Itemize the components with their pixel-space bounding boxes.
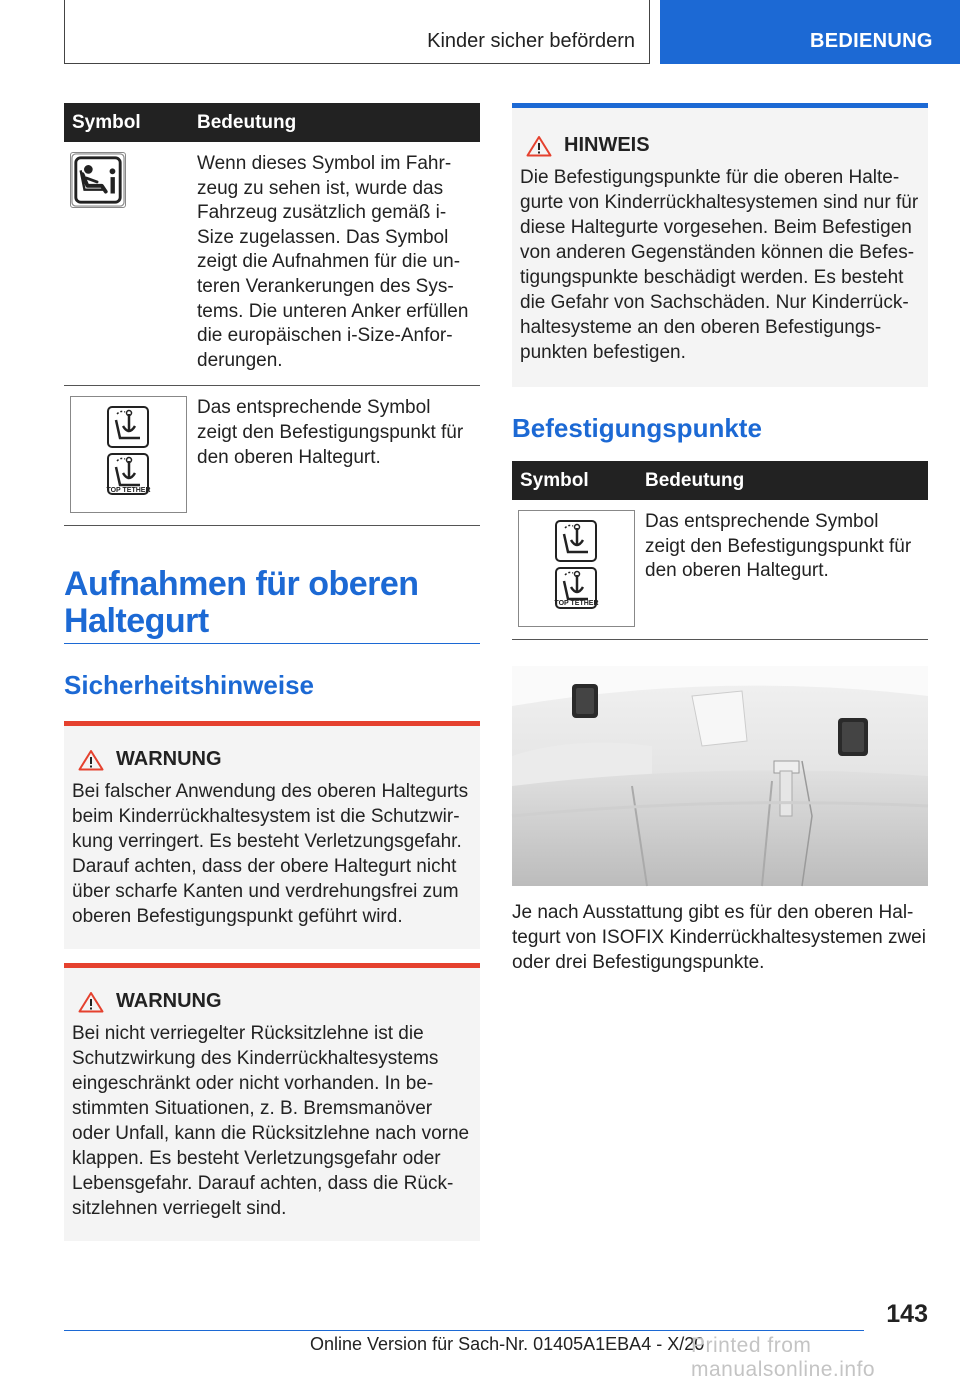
warning-triangle-icon xyxy=(78,749,104,771)
subsection-heading: Befestigungspunkte xyxy=(512,413,762,443)
top-tether-label: TOP TETHER xyxy=(106,486,151,494)
isize-child-seat-icon xyxy=(70,152,126,208)
warning-title: WARNUNG xyxy=(116,990,222,1013)
top-tether-icon xyxy=(518,510,635,627)
warning-text: Bei falscher Anwendung des oberen Haltegurts beim Kinderrückhaltesystem ist die Schutzwirkung verringert. Es besteht Verletzungsgefahr. Darauf achten, dass der obere Haltegurt nicht über scharfe Kanten und verdrehungsfrei zum oberen Befestigungspunkt geführt wird. xyxy=(72,781,469,928)
top-tether-label: TOP TETHER xyxy=(554,600,599,608)
anchor-seat-icon xyxy=(107,406,149,448)
footer-online-version: Online Version für Sach-Nr. 01405A1EBA4 - X/20 xyxy=(310,1334,705,1354)
warning-title: WARNUNG xyxy=(116,748,222,771)
note-title: HINWEIS xyxy=(564,134,650,156)
section-heading: Aufnahmen für oberen Haltegurt xyxy=(64,566,480,644)
row-meaning: Das entsprechende Symbol zeigt den Befestigungspunkt für den oberen Haltegurt. xyxy=(636,500,928,640)
warning-box xyxy=(64,721,480,949)
subsection-heading: Sicherheitshinweise xyxy=(64,670,314,701)
watermark: Printed from manualsonline.info xyxy=(691,1334,876,1381)
photo-caption: Je nach Ausstattung gibt es für den oberen Haltegurt von ISOFIX Kinderrückhaltesystemen zwei oder drei Befestigungspunkte. xyxy=(512,902,926,973)
header-chapter: Kinder sicher befördern xyxy=(427,30,635,52)
table-header-symbol: Symbol xyxy=(64,103,188,142)
left-column xyxy=(64,103,480,1241)
right-column xyxy=(512,103,928,975)
table-header-symbol: Symbol xyxy=(512,461,636,500)
warning-triangle-icon xyxy=(526,135,552,157)
top-tether-icon xyxy=(70,396,187,513)
table-header-meaning: Bedeutung xyxy=(636,461,928,500)
header-section: BEDIENUNG xyxy=(810,30,933,52)
header-chapter-box xyxy=(64,0,650,64)
warning-text: Bei nicht verriegelter Rücksitzlehne ist die Schutzwirkung des Kinderrückhaltesystems eingeschränkt oder nicht vorhanden. In bestimmten Situationen, z. B. Bremsmanöver oder Unfall, kann die Rücksitzlehne nach vorne klappen. Es besteht Verletzungsgefahr oder Lebensgefahr. Darauf achten, dass die Rücksitzlehnen verriegelt sind. xyxy=(72,1023,470,1220)
row-meaning: Das entsprechende Symbol zeigt den Befestigungspunkt für den oberen Haltegurt. xyxy=(188,386,480,526)
table-row xyxy=(64,142,480,386)
header-section-tab[interactable] xyxy=(660,0,960,64)
warning-triangle-icon xyxy=(78,991,104,1013)
symbol-table-2 xyxy=(512,461,928,640)
symbol-table-1 xyxy=(64,103,480,526)
footer-rule xyxy=(64,1330,864,1331)
table-header-meaning: Bedeutung xyxy=(188,103,480,142)
row-meaning: Wenn dieses Symbol im Fahrzeug zu sehen ist, wurde das Fahrzeug zusätzlich gemäß i-Size zugelassen. Das Symbol zeigt die Aufnahmen für die unteren Verankerungen des Systems. Die unteren Anker erfüllen die europäischen i-Size-Anforderungen. xyxy=(188,142,480,386)
table-row xyxy=(64,386,480,526)
warning-box xyxy=(64,963,480,1241)
page-number: 143 xyxy=(886,1300,928,1328)
anchor-seat-icon xyxy=(555,520,597,562)
table-row xyxy=(512,500,928,640)
note-text: Die Befestigungspunkte für die oberen Haltegurte von Kinderrückhaltesystemen sind nur für diese Haltegurte vorgesehen. Beim Befestigen von anderen Gegenständen können die Befestigungspunkte beschädigt werden. Es besteht die Gefahr von Sachschäden. Nur Kinderrückhaltesysteme an den oberen Befestigungspunkten befestigen. xyxy=(520,167,919,363)
rear-seat-photo xyxy=(512,666,928,886)
note-box xyxy=(512,103,928,387)
